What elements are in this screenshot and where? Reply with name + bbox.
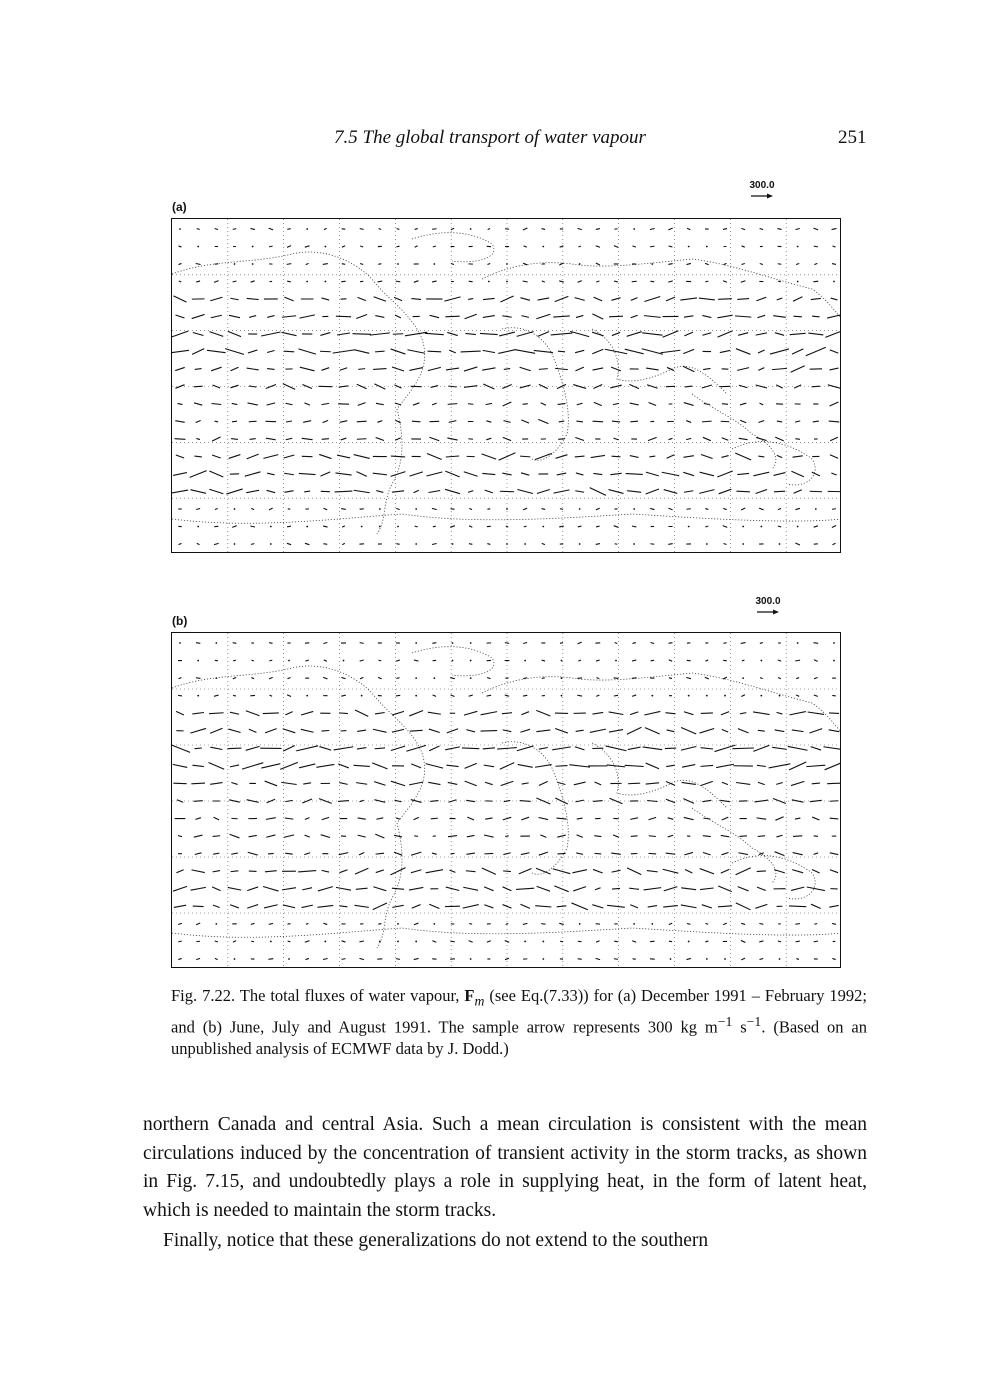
running-title: 7.5 The global transport of water vapour [334, 127, 646, 148]
vector-map-b [172, 633, 841, 968]
panel-b-scale-label: 300.0 [755, 596, 781, 607]
caption-fig-label: Fig. 7.22. [171, 986, 236, 1005]
scale-arrow-icon [750, 193, 774, 199]
map-panel-a [171, 218, 841, 553]
scale-arrow-icon [756, 609, 780, 615]
caption-symbol: F [464, 986, 475, 1005]
panel-a-scale [732, 180, 792, 199]
caption-symbol-sub: m [474, 993, 485, 1009]
map-panel-b [171, 632, 841, 968]
panel-b-scale [738, 596, 798, 615]
panel-b-label: (b) [172, 614, 188, 628]
coastlines [172, 647, 841, 948]
running-head [0, 127, 1008, 153]
panel-a-label: (a) [172, 200, 187, 214]
caption-text-end: . (Based on an unpublished analysis of ECMWF data by J. Dodd.) [171, 1017, 867, 1058]
coastlines [172, 233, 841, 534]
caption-unit-mid: s [732, 1017, 747, 1037]
panel-a-scale-label: 300.0 [749, 180, 775, 191]
paragraph-1: northern Canada and central Asia. Such a mean circulation is consistent with the mean circulations induced by the concentration of transient activity in the storm tracks, as shown in Fig. 7.15, and undoubtedly plays a role in supplying heat, in the form of latent heat, which is needed to maintain the storm tracks. [143, 1114, 867, 1221]
vector-map-a [172, 219, 841, 553]
caption-unit-exp1: −1 [717, 1014, 733, 1030]
caption-text-1: The total fluxes of water vapour, [239, 986, 460, 1005]
page-number: 251 [838, 127, 867, 148]
caption-unit-exp2: −1 [746, 1014, 762, 1030]
paragraph-2: Finally, notice that these generalizations do not extend to the southern [163, 1230, 709, 1251]
caption-text-2: (see Eq.(7.33)) for (a) December 1991 – February 1992; and (b) June, July and August 1991. The sample arrow represents 300 kg m [171, 986, 868, 1037]
body-text [143, 1111, 867, 1256]
figure-caption [171, 985, 867, 1059]
